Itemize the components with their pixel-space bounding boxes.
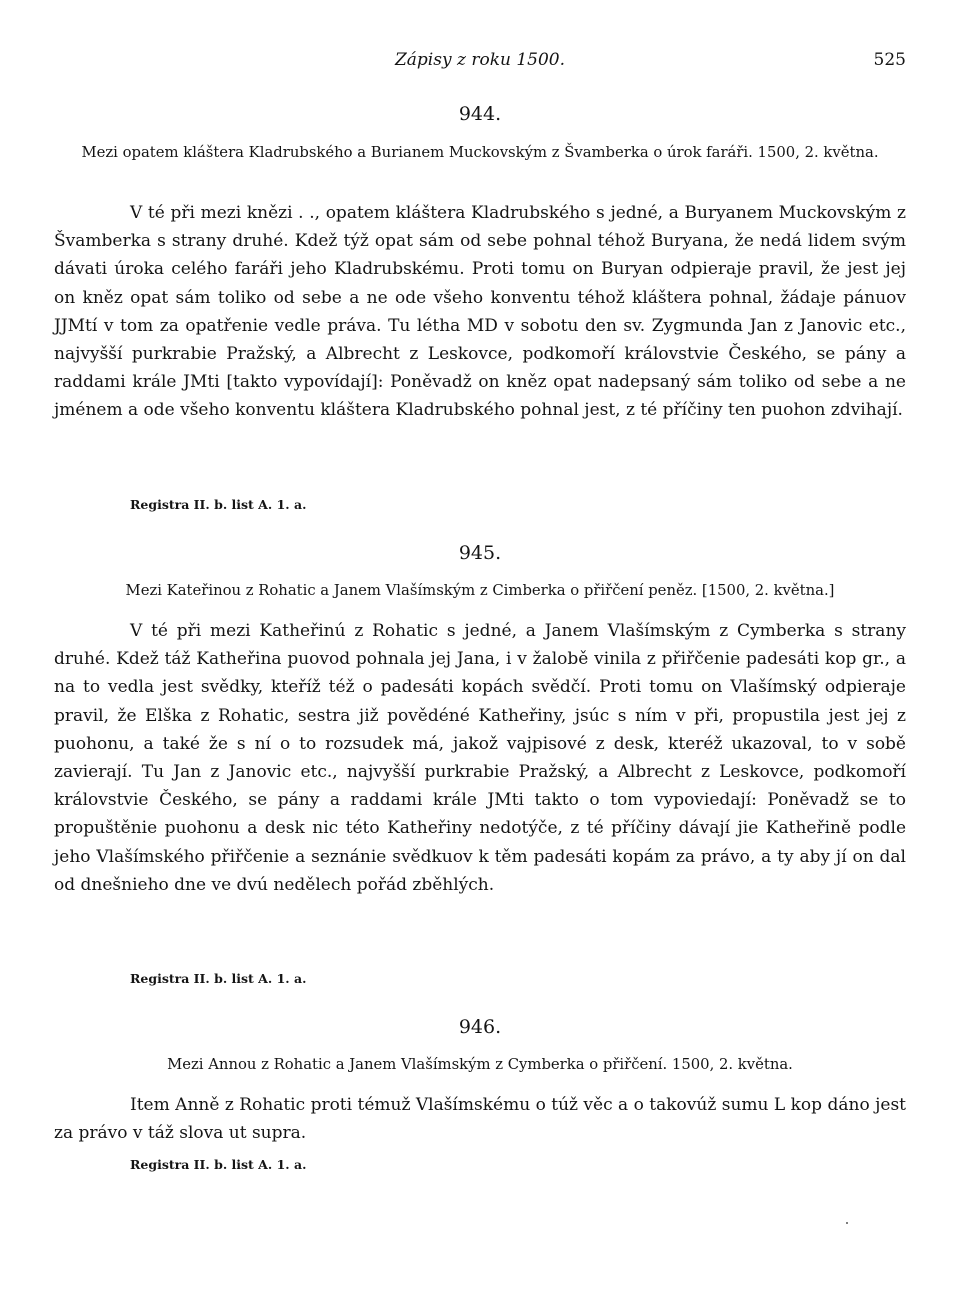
page-number: 525 xyxy=(873,50,906,70)
running-title: Zápisy z roku 1500. xyxy=(394,50,566,70)
entry-paragraph: V té při mezi knězi . ., opatem kláštera Kladrubského s jedné, a Buryanem Muckovským z Švamberka s strany druhé. Kdež týž opat sám od sebe pohnal téhož Buryana, že nedá lidem svým dávati úroka celého faráři jeho Kladrubskému. Proti tomu on Buryan odpieraje pravil, že jest jej on kněz opat sám toliko od sebe a ne ode všeho konventu téhož kláštera pohnal, žádaje pánuov JJMtí v tom za opatřenie vedle práva. Tu létha MD v sobotu den sv. Zygmunda Jan z Janovic etc., najvyšší purkrabie Pražský, a Albrecht z Leskovce, podkomoří královstvie Českého, se pány a raddami krále JMti [takto vypovídají]: Poněvadž on kněz opat nadepsaný sám toliko od sebe a ne jménem a ode všeho konventu kláštera Kladrubského pohnal jest, z té příčiny ten puohon zdvihají. xyxy=(54,203,906,421)
entry-number: 945. xyxy=(458,542,502,564)
entry-paragraph: Item Anně z Rohatic proti témuž Vlašímskému o túž věc a o takovúž sumu L kop dáno jest za právo v táž slova ut supra. xyxy=(54,1095,906,1144)
entry-heading: Mezi opatem kláštera Kladrubského a Burianem Muckovským z Švamberka o úrok faráři. 1500, 2. května. xyxy=(81,144,879,161)
source-reference: Registra II. b. list A. 1. a. xyxy=(130,971,307,986)
entry-number: 946. xyxy=(458,1016,502,1038)
source-reference: Registra II. b. list A. 1. a. xyxy=(130,497,307,512)
entry-heading: Mezi Annou z Rohatic a Janem Vlašímským z Cymberka o přiřčení. 1500, 2. května. xyxy=(167,1056,793,1073)
scan-speck xyxy=(846,1222,848,1224)
entry-body xyxy=(54,617,906,899)
source-reference: Registra II. b. list A. 1. a. xyxy=(130,1157,307,1172)
page-header xyxy=(0,50,960,74)
entry-body xyxy=(54,1091,906,1147)
entry-body xyxy=(54,199,906,425)
entry-paragraph: V té při mezi Katheřinú z Rohatic s jedné, a Janem Vlašímským z Cymberka s strany druhé. Kdež táž Katheřina puovod pohnala jej Jana, i v žalobě vinila z přiřčenie padesáti kop gr., a na to vedla jest svědky, kteříž též o padesáti kopách svědčí. Proti tomu on Vlašímský odpieraje pravil, že Elška z Rohatic, sestra již povědéné Katheřiny, jsúc s ním v při, propustila jest jej z puohonu, a také že s ní o to rozsudek má, jakož vajpisové z desk, kteréž ukazoval, to v sobě zavierají. Tu Jan z Janovic etc., najvyšší purkrabie Pražský, a Albrecht z Leskovce, podkomoří královstvie Českého, se pány a raddami krále JMti takto o tom vypoviedají: Poněvadž se to propuštěnie puohonu a desk nic této Katheřiny nedotýče, z té příčiny dávají jie Katheřině podle jeho Vlašímského přiřčenie a seznánie svědkuov k těm padesáti kopám za právo, a ty aby jí on dal od dnešnieho dne ve dvú nedělech pořád zběhlých. xyxy=(54,621,906,895)
entry-number: 944. xyxy=(458,103,502,125)
entry-heading: Mezi Kateřinou z Rohatic a Janem Vlašímským z Cimberka o přiřčení peněz. [1500, 2. května.] xyxy=(125,582,835,599)
